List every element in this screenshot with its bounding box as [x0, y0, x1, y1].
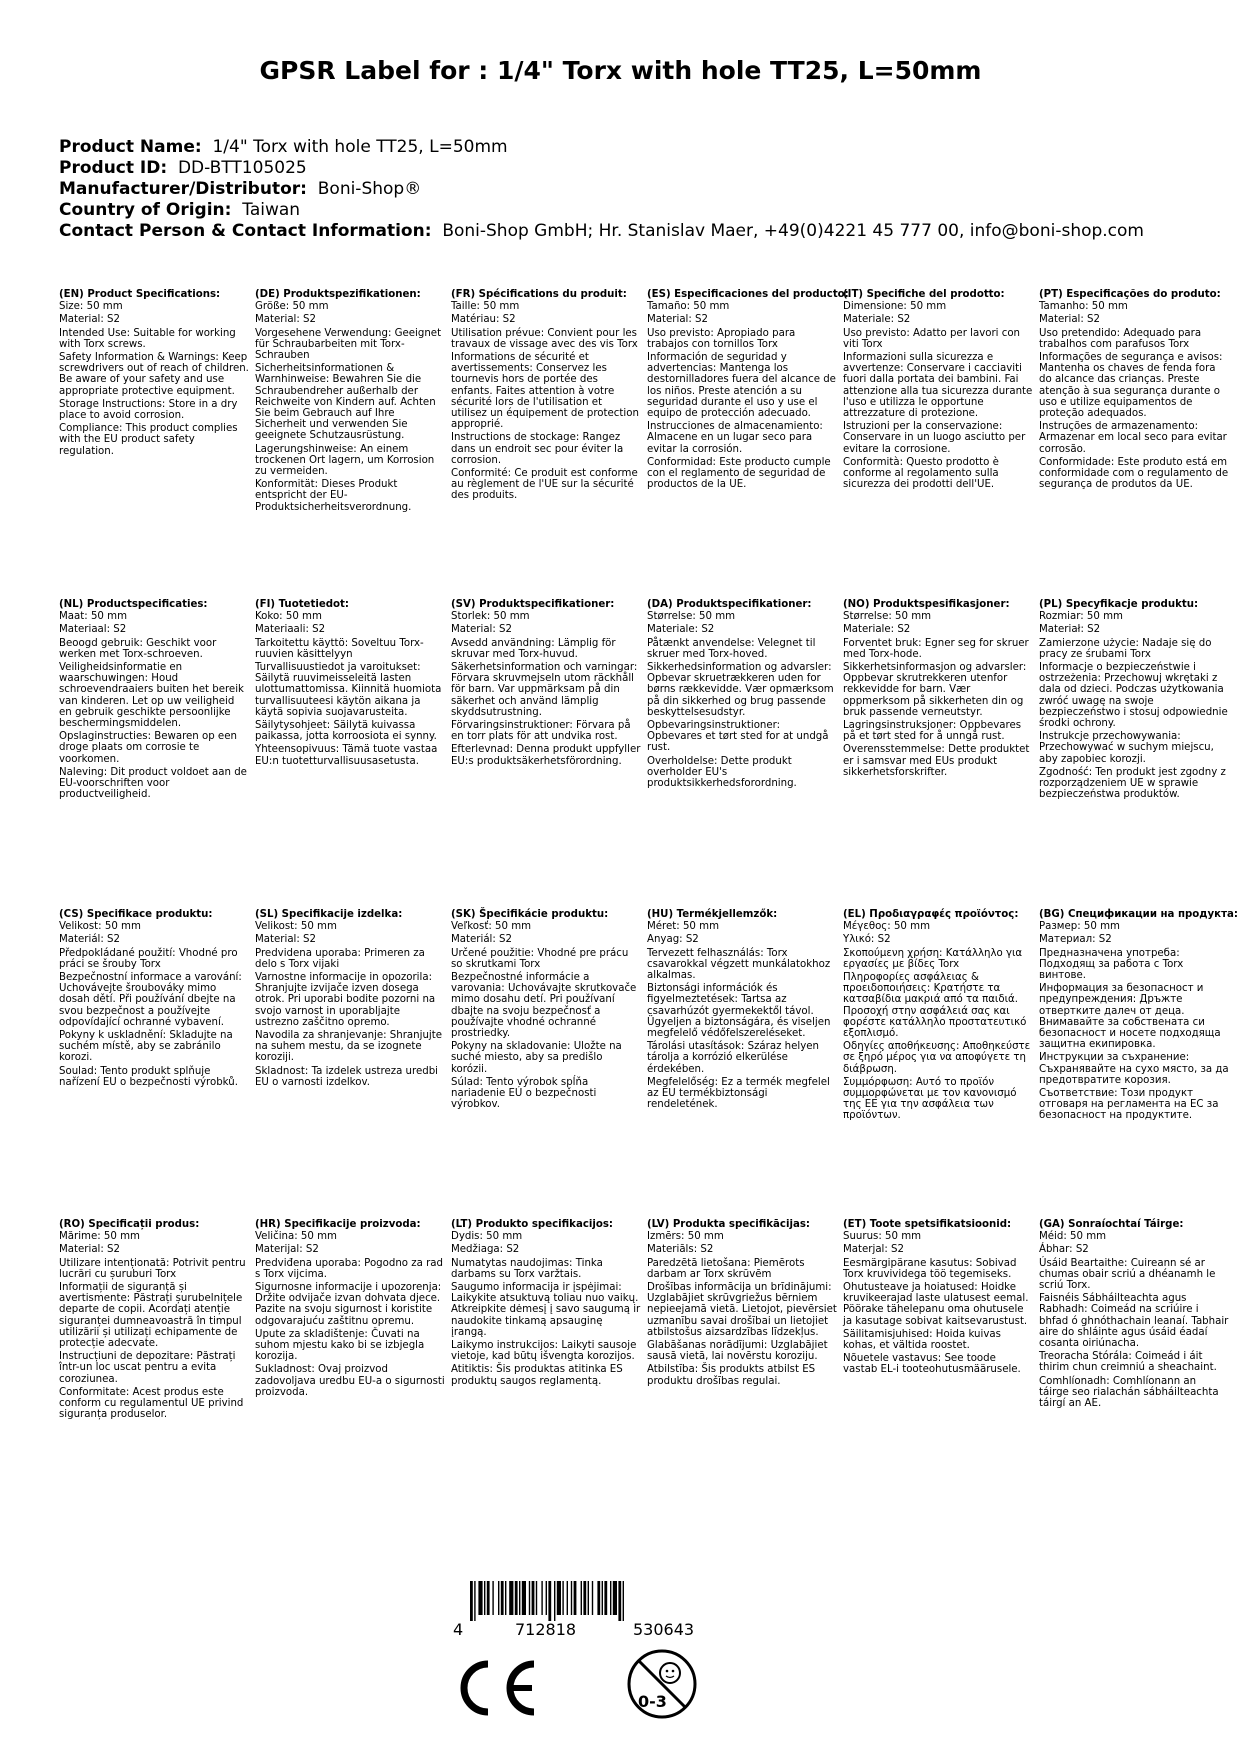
- spec-paragraph: Konformität: Dieses Produkt entspricht der EU-Produktsicherheitsverordnung.: [255, 479, 412, 513]
- product-info-line: [59, 137, 1144, 158]
- spec-paragraph: Informações de segurança e avisos: Mantenha os chaves de fenda fora do alcance das crianças. Preste atenção à sua segurança durante o uso e utilize equipamentos de proteção adequados.: [1039, 352, 1223, 420]
- spec-paragraph: Atitiktis: Šis produktas atitinka ES produktų saugos reglamentą.: [451, 1364, 623, 1387]
- spec-paragraph: Opbevaringsinstruktioner: Opbevares et tørt sted for at undgå rust.: [647, 720, 829, 754]
- spec-paragraph: Safety Information & Warnings: Keep screwdrivers out of reach of children. Be aware of your safety and use appropriate protective equipment.: [59, 352, 249, 397]
- spec-section-heading: (EN) Product Specifications:: [59, 289, 221, 300]
- spec-paragraph: Informazioni sulla sicurezza e avvertenze: Conservare i cacciaviti fuori dalla portata dei bambini. Fai attenzione alla tua sicurezza durante l'uso e utilizza le opportune attrezzature di protezione.: [843, 352, 1033, 420]
- spec-section-heading: (RO) Specificații produs:: [59, 1219, 200, 1230]
- spec-paragraph: Určené použitie: Vhodné pre prácu so skrutkami Torx: [451, 947, 629, 970]
- spec-paragraph: Bezpečnostní informace a varování: Uchovávejte šroubováky mimo dosah dětí. Při používání dbejte na svou bezpečnost a používejte odpovídající ochranné vybavení.: [59, 972, 242, 1028]
- spec-paragraph: Zamierzone użycie: Nadaje się do pracy ze śrubami Torx: [1039, 637, 1212, 660]
- spec-paragraph: Faisnéis Sábháilteachta agus Rabhadh: Coimeád na scriúire i bhfad ó ghnóthachain leanaí. Tabhair aire do shláinte agus úsáid éadaí cosanta oiriúnacha.: [1039, 1293, 1229, 1350]
- spec-paragraph: Информация за безопасност и предупреждения: Дръжте отвертките далеч от деца. Внимавайте за собствената си безопасност и носете подходяща защитна екипировка.: [1039, 983, 1221, 1051]
- spec-section: [843, 909, 1033, 1124]
- spec-paragraph: Conformité: Ce produit est conforme au règlement de l'UE sur la sécurité des produits.: [451, 468, 638, 502]
- spec-paragraph: Μέγεθος: 50 mm: [843, 921, 930, 933]
- spec-paragraph: Méid: 50 mm: [1039, 1231, 1107, 1243]
- spec-paragraph: Efterlevnad: Denna produkt uppfyller EU:s produktsäkerhetsförordning.: [451, 744, 641, 767]
- spec-paragraph: Navodila za shranjevanje: Shranjujte na suhem mestu, da se izognete koroziji.: [255, 1030, 443, 1064]
- spec-paragraph: Maat: 50 mm: [59, 611, 127, 623]
- spec-section-heading: (NO) Produktspesifikasjoner:: [843, 599, 1010, 610]
- spec-paragraph: Izmērs: 50 mm: [647, 1231, 724, 1243]
- spec-paragraph: Ábhar: S2: [1039, 1244, 1089, 1256]
- spec-paragraph: Informacje o bezpieczeństwie i ostrzeżenia: Przechowuj wkrętaki z dala od dzieci. Podczas użytkowania zwróć uwagę na swoje bezpieczeństwo i stosuj odpowiednie środki ochrony.: [1039, 662, 1228, 730]
- spec-paragraph: Materiał: S2: [1039, 624, 1101, 636]
- spec-section: [255, 599, 445, 769]
- spec-section-heading: (DA) Produktspecifikationer:: [647, 599, 812, 610]
- barcode-icon: [470, 1581, 750, 1621]
- spec-paragraph: Materiale: S2: [843, 314, 911, 326]
- spec-paragraph: Lagringsinstruksjoner: Oppbevares på et tørt sted for å unngå rust.: [843, 720, 1022, 743]
- spec-paragraph: Veiligheidsinformatie en waarschuwingen: Houd schroevendraaiers buiten het bereik van kinderen. Let op uw veiligheid en gebruik geschikte persoonlijke beschermingsmiddelen.: [59, 662, 244, 730]
- spec-paragraph: Materiaal: S2: [59, 624, 127, 636]
- spec-paragraph: Υλικό: S2: [843, 934, 891, 946]
- spec-section-heading: (SL) Specifikacije izdelka:: [255, 909, 403, 920]
- product-info-value: Boni-Shop GmbH; Hr. Stanislav Maer, +49(0)4221 45 777 00, info@boni-shop.com: [442, 221, 1144, 241]
- spec-paragraph: Οδηγίες αποθήκευσης: Αποθηκεύστε σε ξηρό μέρος για να αποφύγετε τη διάβρωση.: [843, 1041, 1031, 1075]
- spec-section: [451, 289, 641, 504]
- spec-paragraph: Biztonsági információk és figyelmeztetések: Tartsa az csavarhúzót gyermekektől távol. Ügyeljen a biztonságára, és viseljen megfelelő védőfelszereléseket.: [647, 983, 831, 1040]
- spec-paragraph: Nõuetele vastavus: See toode vastab EL-i tooteohutusmäärusele.: [843, 1353, 1021, 1376]
- spec-paragraph: Dimensione: 50 mm: [843, 301, 947, 313]
- spec-paragraph: Megfelelőség: Ez a termék megfelel az EU termékbiztonsági rendeletének.: [647, 1076, 830, 1111]
- spec-section: [255, 1219, 445, 1400]
- product-info-line: [59, 200, 1144, 221]
- label-title: GPSR Label for : 1/4" Torx with hole TT25, L=50mm: [259, 56, 982, 85]
- spec-section-heading: (ET) Toote spetsifikatsioonid:: [843, 1219, 1012, 1230]
- spec-paragraph: Predviđena uporaba: Pogodno za rad s Torx vijcima.: [255, 1257, 443, 1280]
- spec-paragraph: Pokyny k uskladnění: Skladujte na suchém místě, aby se zabránilo korozi.: [59, 1030, 233, 1064]
- spec-section-heading: (HU) Termékjellemzők:: [647, 909, 778, 920]
- spec-paragraph: Glabāšanas norādījumi: Uzglabājiet sausā vietā, lai novērstu koroziju.: [647, 1340, 828, 1363]
- spec-paragraph: Ohutusteave ja hoiatused: Hoidke kruvikeerajad laste ulatusest eemal. Pöörake tähelepanu oma ohutusele ja kasutage sobivat kaitsevarustust.: [843, 1282, 1029, 1327]
- spec-paragraph: Συμμόρφωση: Αυτό το προϊόν συμμορφώνεται με τον κανονισμό της ΕΕ για την ασφάλεια των προϊόντων.: [843, 1076, 1017, 1122]
- product-info-label: Country of Origin:: [59, 200, 232, 220]
- spec-paragraph: Matériau: S2: [451, 314, 516, 326]
- spec-paragraph: Paredzētā lietošana: Piemērots darbam ar Torx skrūvēm: [647, 1257, 805, 1280]
- spec-paragraph: Instrucțiuni de depozitare: Păstrați într-un loc uscat pentru a evita coroziunea.: [59, 1351, 236, 1385]
- spec-section-heading: (SK) Špecifikácie produktu:: [451, 909, 609, 920]
- spec-paragraph: Overensstemmelse: Dette produktet er i samsvar med EUs produkt sikkerhetsforskrifter.: [843, 744, 1030, 778]
- spec-paragraph: Tamaño: 50 mm: [647, 301, 730, 313]
- spec-section-heading: (LV) Produkta specifikācijas:: [647, 1219, 810, 1230]
- spec-paragraph: Material: S2: [59, 314, 121, 326]
- spec-paragraph: Size: 50 mm: [59, 301, 123, 313]
- spec-paragraph: Tárolási utasítások: Száraz helyen tárolja a korrózió elkerülése érdekében.: [647, 1041, 819, 1075]
- spec-paragraph: Mărime: 50 mm: [59, 1231, 140, 1243]
- spec-section: [843, 289, 1033, 492]
- spec-section: [255, 289, 445, 515]
- spec-paragraph: Størrelse: 50 mm: [647, 611, 736, 623]
- spec-paragraph: Materiál: S2: [451, 934, 513, 946]
- spec-section-heading: (FI) Tuotetiedot:: [255, 599, 349, 610]
- spec-paragraph: Atbilstība: Šis produkts atbilst ES produktu drošības regulai.: [647, 1364, 816, 1387]
- spec-paragraph: Naleving: Dit product voldoet aan de EU-voorschriften voor productveiligheid.: [59, 766, 247, 801]
- spec-paragraph: Material: S2: [255, 314, 317, 326]
- spec-paragraph: Uso previsto: Apropiado para trabajos con tornillos Torx: [647, 327, 796, 350]
- spec-paragraph: Dydis: 50 mm: [451, 1231, 523, 1243]
- spec-paragraph: Predvidena uporaba: Primeren za delo s Torx vijaki: [255, 947, 425, 970]
- spec-paragraph: Materijal: S2: [255, 1244, 319, 1256]
- spec-paragraph: Material: S2: [647, 314, 709, 326]
- spec-section: [647, 289, 849, 492]
- spec-paragraph: Lagerungshinweise: An einem trockenen Ort lagern, um Korrosion zu vermeiden.: [255, 443, 435, 478]
- spec-paragraph: Vorgesehene Verwendung: Geeignet für Schraubarbeiten mit Torx-Schrauben: [255, 327, 442, 362]
- spec-paragraph: Suurus: 50 mm: [843, 1231, 922, 1243]
- spec-paragraph: Informations de sécurité et avertissements: Conservez les tournevis hors de portée des enfants. Faites attention à votre sécurité lors de l'utilisation et utilisez un équipement de protection approprié.: [451, 352, 639, 431]
- spec-paragraph: Súlad: Tento výrobok spĺňa nariadenie EÚ o bezpečnosti výrobkov.: [451, 1076, 597, 1111]
- spec-section: [255, 909, 445, 1090]
- spec-section-heading: (BG) Спецификации на продукта:: [1039, 909, 1238, 920]
- spec-paragraph: Πληροφορίες ασφάλειας & προειδοποιήσεις: Κρατήστε τα κατσαβίδια μακριά από τα παιδιά. Προσοχή στην ασφάλειά σας και φορέστε κατάλληλο προστατευτικό εξοπλισμό.: [843, 972, 1027, 1040]
- spec-paragraph: Saugumo informacija ir įspėjimai: Laikykite atsuktuvą toliau nuo vaikų. Atkreipkite dėmesį į savo saugumą ir naudokite tinkamą apsauginę įrangą.: [451, 1282, 641, 1338]
- spec-paragraph: Varnostne informacije in opozorila: Shranjujte izvijače izven dosega otrok. Pri uporabi bodite pozorni na svojo varnost in uporabljajte ustrezno zaščitno opremo.: [255, 972, 436, 1028]
- age-0-3-warning-icon: [625, 1647, 699, 1721]
- spec-section: [1039, 909, 1238, 1124]
- spec-paragraph: Σκοπούμενη χρήση: Κατάλληλο για εργασίες με βίδες Torx: [843, 947, 1023, 970]
- spec-paragraph: Información de seguridad y advertencias: Mantenga los destornilladores fuera del alcance de los niños. Preste atención a su seguridad durante el uso y use el equipo de protección adecuado.: [647, 352, 836, 420]
- spec-paragraph: Taille: 50 mm: [451, 301, 520, 313]
- spec-paragraph: Materiale: S2: [647, 624, 715, 636]
- spec-paragraph: Veľkosť: 50 mm: [451, 921, 532, 933]
- spec-paragraph: Bezpečnostné informácie a varovania: Uchovávajte skrutkovače mimo dosahu detí. Pri používaní dbajte na svoju bezpečnosť a používajte vhodné ochranné prostriedky.: [451, 972, 637, 1040]
- spec-paragraph: Säilytysohjeet: Säilytä kuivassa paikassa, jotta korroosiota ei synny.: [255, 720, 437, 743]
- spec-section: [59, 1219, 249, 1422]
- spec-paragraph: Treoracha Stórála: Coimeád i áit thirim chun creimniú a sheachaint.: [1039, 1351, 1217, 1374]
- spec-paragraph: Upute za skladištenje: Čuvati na suhom mjestu kako bi se izbjegla korozija.: [255, 1328, 425, 1363]
- spec-section-heading: (NL) Productspecificaties:: [59, 599, 208, 610]
- spec-paragraph: Utilizare intenționată: Potrivit pentru lucrări cu șuruburi Torx: [59, 1257, 246, 1280]
- spec-paragraph: Zgodność: Ten produkt jest zgodny z rozporządzeniem UE w sprawie bezpieczeństwa produktów.: [1039, 766, 1226, 801]
- spec-section-heading: (GA) Sonraíochtaí Táirge:: [1039, 1219, 1184, 1230]
- spec-paragraph: Предназначена употреба: Подходящ за работа с Torx винтове.: [1039, 947, 1184, 982]
- spec-paragraph: Storage Instructions: Store in a dry place to avoid corrosion.: [59, 398, 238, 422]
- spec-paragraph: Méret: 50 mm: [647, 921, 720, 933]
- spec-paragraph: Eesmärgipärane kasutus: Sobivad Torx kruvividega töö tegemiseks.: [843, 1257, 1017, 1280]
- spec-paragraph: Soulad: Tento produkt splňuje nařízení EU o bezpečnosti výrobků.: [59, 1065, 238, 1088]
- age-range-label: 0-3: [638, 1692, 667, 1711]
- spec-section-heading: (IT) Specifiche del prodotto:: [843, 289, 1005, 300]
- spec-section-heading: (ES) Especificaciones del producto:: [647, 289, 849, 300]
- spec-paragraph: Forventet bruk: Egner seg for skruer med Torx-hode.: [843, 637, 1029, 660]
- spec-paragraph: Material: S2: [255, 934, 317, 946]
- product-info-label: Manufacturer/Distributor:: [59, 179, 307, 199]
- spec-paragraph: Uso previsto: Adatto per lavori con viti Torx: [843, 327, 1021, 350]
- spec-paragraph: Laikymo instrukcijos: Laikyti sausoje vietoje, kad būtų išvengta korozijos.: [451, 1340, 637, 1363]
- spec-paragraph: Rozmiar: 50 mm: [1039, 611, 1123, 623]
- spec-paragraph: Koko: 50 mm: [255, 611, 322, 623]
- spec-section-heading: (SV) Produktspecifikationer:: [451, 599, 615, 610]
- spec-paragraph: Sikkerhedsinformation og advarsler: Opbevar skruetrækkeren uden for børns rækkevidde. Vær opmærksom på din sikkerhed og brug passende beskyttelsesudstyr.: [647, 662, 834, 718]
- spec-section: [647, 909, 837, 1112]
- product-info-value: Taiwan: [242, 200, 301, 220]
- spec-paragraph: Numatytas naudojimas: Tinka darbams su Torx varžtais.: [451, 1257, 603, 1280]
- spec-paragraph: Avsedd användning: Lämplig för skruvar med Torx-huvud.: [451, 637, 616, 660]
- spec-paragraph: Velikost: 50 mm: [59, 921, 141, 933]
- spec-section-heading: (CS) Specifikace produktu:: [59, 909, 213, 920]
- specifications-grid: [59, 289, 1241, 1479]
- spec-section-heading: (EL) Προδιαγραφές προϊόντος:: [843, 909, 1019, 920]
- spec-section: [647, 1219, 837, 1389]
- spec-paragraph: Opslaginstructies: Bewaren op een droge plaats om corrosie te voorkomen.: [59, 731, 237, 765]
- barcode-digits-left: 712818: [515, 1620, 577, 1639]
- product-info-line: [59, 179, 1144, 200]
- spec-paragraph: Předpokládané použití: Vhodné pro práci se šrouby Torx: [59, 947, 238, 970]
- spec-paragraph: Tervezett felhasználás: Torx csavarokkal végzett munkálatokhoz alkalmas.: [647, 947, 831, 982]
- spec-paragraph: Материал: S2: [1039, 934, 1112, 946]
- spec-section: [59, 599, 249, 802]
- product-info-label: Product Name:: [59, 137, 202, 157]
- spec-section-heading: (LT) Produkto specifikacijos:: [451, 1219, 613, 1230]
- product-info-value: Boni-Shop®: [317, 179, 422, 199]
- spec-paragraph: Sigurnosne informacije i upozorenja: Držite odvijače izvan dohvata djece. Pazite na svoju sigurnost i koristite odgovarajuću zaštitnu opremu.: [255, 1282, 442, 1327]
- spec-section: [451, 1219, 641, 1389]
- spec-paragraph: Sikkerhetsinformasjon og advarsler: Oppbevar skrutrekkeren utenfor rekkevidde for barn. Vær oppmerksom på sikkerheten din og bruk passende verneutstyr.: [843, 662, 1027, 718]
- spec-paragraph: Úsáid Beartaithe: Cuireann sé ar chumas obair scriú a dhéanamh le scriú Torx.: [1039, 1257, 1216, 1292]
- spec-paragraph: Съответствие: Този продукт отговаря на регламента на ЕС за безопасност на продуктите.: [1039, 1088, 1219, 1122]
- spec-paragraph: Comhlíonadh: Comhlíonann an táirge seo rialachán sábháilteachta táirgí an AE.: [1039, 1375, 1219, 1410]
- spec-paragraph: Uso pretendido: Adequado para trabalhos com parafusos Torx: [1039, 327, 1202, 350]
- spec-paragraph: Velikost: 50 mm: [255, 921, 337, 933]
- product-info-label: Product ID:: [59, 158, 168, 178]
- spec-paragraph: Tarkoitettu käyttö: Soveltuu Torx-ruuvien käsittelyyn: [255, 637, 424, 660]
- spec-section: [1039, 599, 1229, 802]
- spec-section-heading: (HR) Specifikacije proizvoda:: [255, 1219, 421, 1230]
- spec-paragraph: Material: S2: [1039, 314, 1101, 326]
- spec-paragraph: Tamanho: 50 mm: [1039, 301, 1128, 313]
- spec-paragraph: Conformitate: Acest produs este conform cu regulamentul UE privind siguranța produselor.: [59, 1386, 244, 1421]
- spec-paragraph: Materiaali: S2: [255, 624, 326, 636]
- spec-paragraph: Pokyny na skladovanie: Uložte na suché miesto, aby sa predišlo korózii.: [451, 1041, 622, 1075]
- spec-paragraph: Compliance: This product complies with the EU product safety regulation.: [59, 423, 238, 457]
- product-info-value: DD-BTT105025: [177, 158, 307, 178]
- spec-paragraph: Instrukcje przechowywania: Przechowywać w suchym miejscu, aby zapobiec korozji.: [1039, 731, 1214, 765]
- barcode-digits-right: 530643: [633, 1620, 695, 1639]
- spec-paragraph: Materiale: S2: [843, 624, 911, 636]
- spec-paragraph: Storlek: 50 mm: [451, 611, 530, 623]
- spec-section: [1039, 1219, 1229, 1411]
- spec-paragraph: Säilitamisjuhised: Hoida kuivas kohas, et vältida roostet.: [843, 1328, 1001, 1352]
- spec-paragraph: Размер: 50 mm: [1039, 921, 1120, 933]
- spec-paragraph: Størrelse: 50 mm: [843, 611, 932, 623]
- spec-paragraph: Medžiaga: S2: [451, 1244, 520, 1256]
- product-info: [59, 137, 1144, 242]
- spec-section: [59, 909, 249, 1090]
- barcode-digit-prefix: 4: [453, 1620, 464, 1639]
- spec-paragraph: Overholdelse: Dette produkt overholder EU's produktsikkerhedsforordning.: [647, 755, 797, 790]
- spec-paragraph: Instruções de armazenamento: Armazenar em local seco para evitar corrosão.: [1039, 421, 1227, 455]
- spec-paragraph: Sukladnost: Ovaj proizvod zadovoljava uredbu EU-a o sigurnosti proizvoda.: [255, 1364, 445, 1398]
- spec-paragraph: Drošības informācija un brīdinājumi: Uzglabājiet skrūvgriežus bērniem nepieejamā vietā. Lietojot, pievērsiet uzmanību savai drošībai un lietojiet atbilstošus aizsardzības līdzekļus.: [647, 1282, 837, 1338]
- spec-paragraph: Säkerhetsinformation och varningar: Förvara skruvmejseln utom räckhåll för barn. Var uppmärksam på din säkerhet och använd lämplig skyddsutrustning.: [451, 662, 638, 718]
- spec-paragraph: Turvallisuustiedot ja varoitukset: Säilytä ruuvimeisseleitä lasten ulottumattomissa. Kiinnitä huomiota turvallisuuteesi käytön aikana ja käytä sopivia suojavarusteita.: [255, 662, 442, 718]
- spec-paragraph: Größe: 50 mm: [255, 301, 329, 313]
- spec-section-heading: (PT) Especificações do produto:: [1039, 289, 1221, 300]
- ce-mark-icon: [450, 1658, 540, 1718]
- spec-paragraph: Yhteensopivuus: Tämä tuote vastaa EU:n tuotetturvallisuusasetusta.: [255, 744, 438, 767]
- product-info-line: [59, 221, 1144, 242]
- spec-section: [1039, 289, 1229, 492]
- spec-paragraph: Instrucciones de almacenamiento: Almacene en un lugar seco para evitar la corrosión.: [647, 421, 823, 455]
- spec-paragraph: Material: S2: [59, 1244, 121, 1256]
- spec-section: [451, 909, 641, 1112]
- spec-paragraph: Informații de siguranță și avertismente: Păstrați șurubelnițele departe de copii. Acordați atenție siguranței dumneavoastră în timpul utilizării și utilizați echipamente de protecție adecvate.: [59, 1282, 243, 1350]
- spec-paragraph: Materiál: S2: [59, 934, 121, 946]
- spec-section: [843, 1219, 1033, 1378]
- spec-paragraph: Materiāls: S2: [647, 1244, 714, 1256]
- spec-paragraph: Utilisation prévue: Convient pour les travaux de vissage avec des vis Torx: [451, 327, 638, 350]
- spec-paragraph: Beoogd gebruik: Geschikt voor werken met Torx-schroeven.: [59, 637, 217, 660]
- spec-paragraph: Conformidad: Este producto cumple con el reglamento de seguridad de productos de la UE.: [647, 456, 831, 491]
- spec-section: [451, 599, 641, 769]
- spec-paragraph: Instructions de stockage: Rangez dans un endroit sec pour éviter la corrosion.: [451, 432, 624, 466]
- spec-section-heading: (PL) Specyfikacje produktu:: [1039, 599, 1199, 610]
- spec-section: [843, 599, 1033, 780]
- spec-paragraph: Conformidade: Este produto está em conformidade com o regulamento de segurança de produtos da UE.: [1039, 456, 1229, 491]
- spec-paragraph: Anyag: S2: [647, 934, 699, 946]
- spec-paragraph: Materjal: S2: [843, 1244, 905, 1256]
- spec-paragraph: Sicherheitsinformationen & Warnhinweise: Bewahren Sie die Schraubendreher außerhalb der Reichweite von Kindern auf. Achten Sie beim Gebrauch auf Ihre Sicherheit und verwenden Sie geeignete Schutzausrüstung.: [255, 363, 436, 442]
- spec-paragraph: Intended Use: Suitable for working with Torx screws.: [59, 327, 236, 350]
- spec-section: [647, 599, 837, 791]
- spec-paragraph: Инструкции за съхранение: Съхранявайте на сухо място, за да предотвратите корозия.: [1039, 1052, 1229, 1086]
- spec-section-heading: (FR) Spécifications du produit:: [451, 289, 627, 300]
- product-info-line: [59, 158, 1144, 179]
- spec-paragraph: Förvaringsinstruktioner: Förvara på en torr plats för att undvika rost.: [451, 720, 631, 743]
- product-info-value: 1/4" Torx with hole TT25, L=50mm: [212, 137, 508, 157]
- spec-paragraph: Veličina: 50 mm: [255, 1231, 337, 1243]
- spec-section: [59, 289, 249, 459]
- spec-paragraph: Istruzioni per la conservazione: Conservare in un luogo asciutto per evitare la corrosione.: [843, 421, 1026, 455]
- spec-paragraph: Conformità: Questo prodotto è conforme al regolamento sulla sicurezza dei prodotti dell'UE.: [843, 456, 999, 491]
- spec-paragraph: Skladnost: Ta izdelek ustreza uredbi EU o varnosti izdelkov.: [255, 1065, 439, 1088]
- spec-section-heading: (DE) Produktspezifikationen:: [255, 289, 421, 300]
- product-info-label: Contact Person & Contact Information:: [59, 221, 432, 241]
- spec-paragraph: Påtænkt anvendelse: Velegnet til skruer med Torx-hoved.: [647, 637, 816, 660]
- spec-paragraph: Material: S2: [451, 624, 513, 636]
